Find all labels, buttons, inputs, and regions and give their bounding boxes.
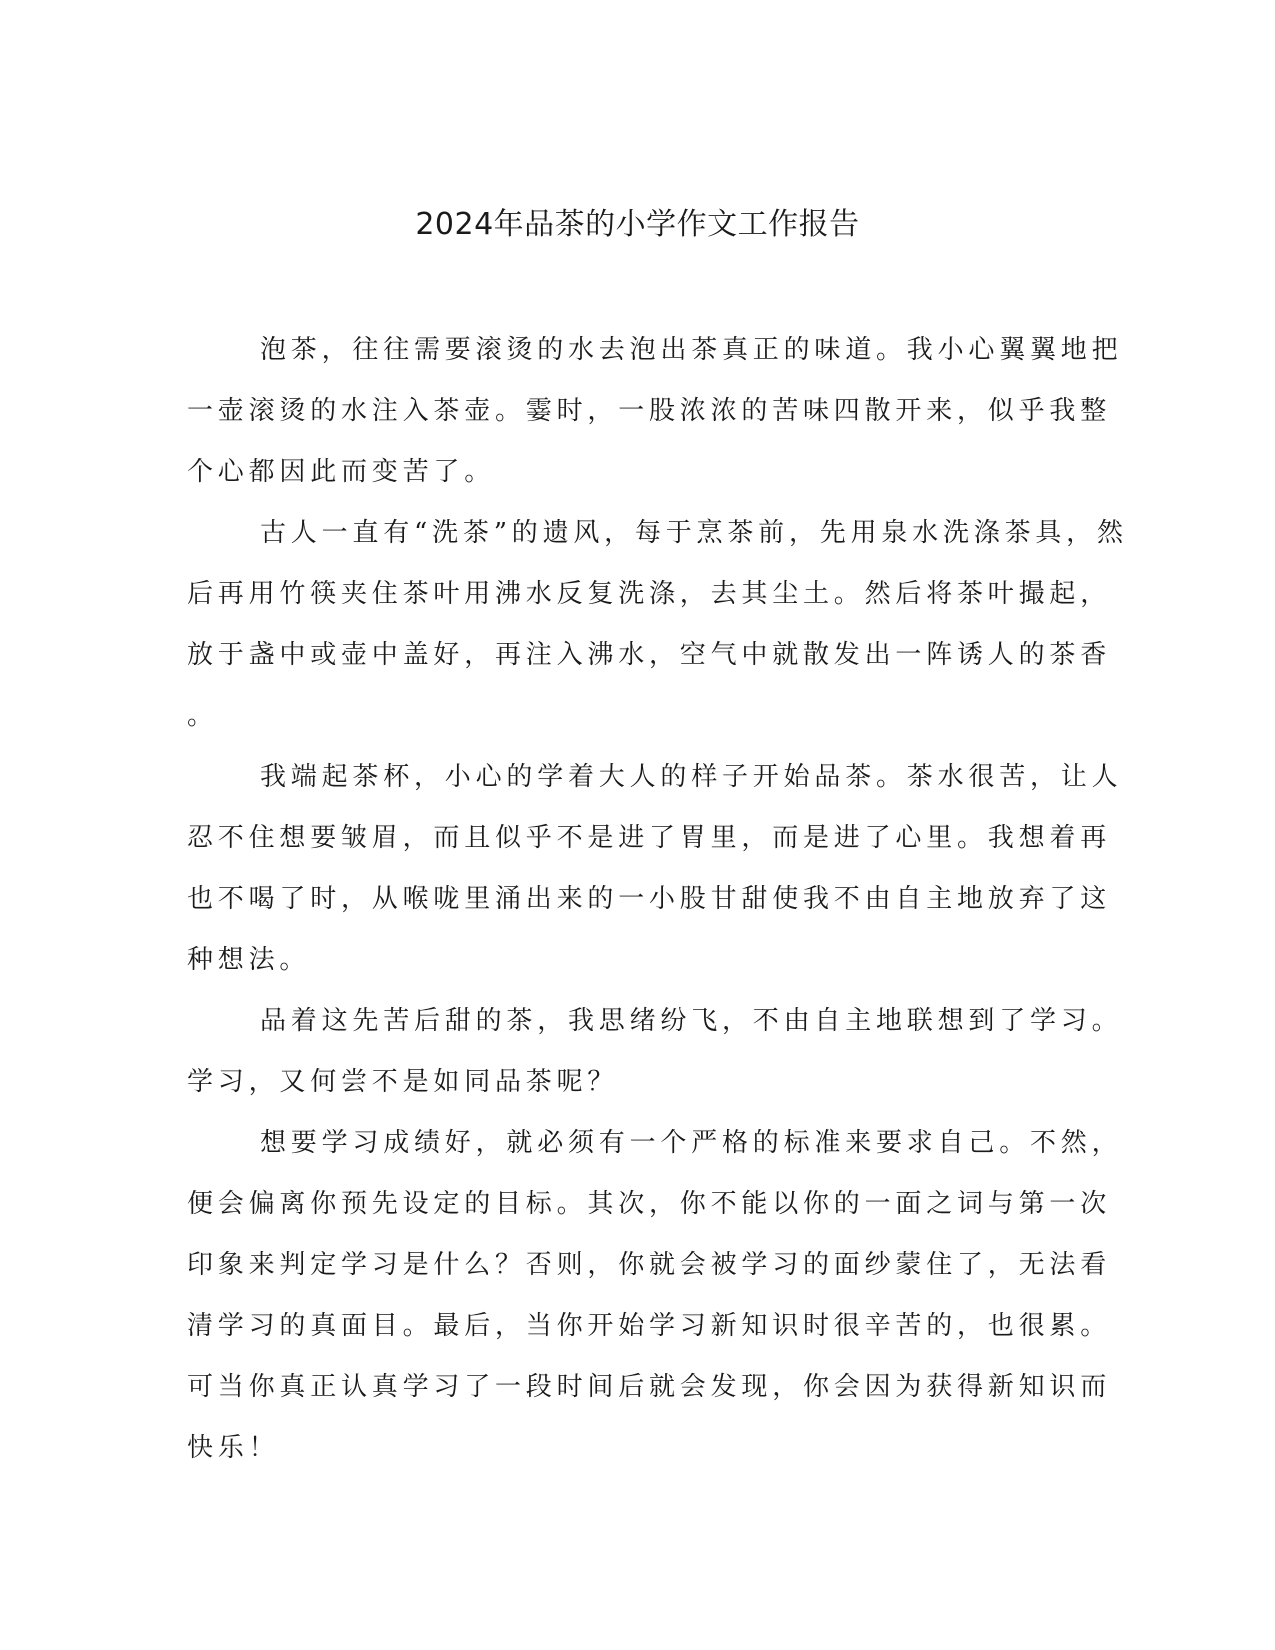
paragraph-3 <box>187 747 1123 991</box>
paragraph-line: 一壶滚烫的水注入茶壶。霎时，一股浓浓的苦味四散开来，似乎我整 <box>187 396 1112 426</box>
paragraph-line: 个心都因此而变苦了。 <box>187 457 496 487</box>
paragraph-1 <box>187 320 1123 503</box>
paragraph-line: 我端起茶杯，小心的学着大人的样子开始品茶。茶水很苦，让人 <box>260 762 1123 792</box>
paragraph-line: 忍不住想要皱眉，而且似乎不是进了胃里，而是进了心里。我想着再 <box>187 823 1112 853</box>
paragraph-line: 后再用竹筷夹住茶叶用沸水反复洗涤，去其尘土。然后将茶叶撮起， <box>187 579 1112 609</box>
paragraph-line: 印象来判定学习是什么？否则，你就会被学习的面纱蒙住了，无法看 <box>187 1250 1112 1280</box>
paragraph-line: 便会偏离你预先设定的目标。其次，你不能以你的一面之词与第一次 <box>187 1189 1112 1219</box>
paragraph-line: 快乐！ <box>187 1433 280 1463</box>
paragraph-line: 学习，又何尝不是如同品茶呢？ <box>187 1067 619 1097</box>
paragraph-4 <box>187 991 1123 1113</box>
paragraph-line: 也不喝了时，从喉咙里涌出来的一小股甘甜使我不由自主地放弃了这 <box>187 884 1112 914</box>
paragraph-line: 。 <box>187 701 218 731</box>
paragraph-line: 泡茶，往往需要滚烫的水去泡出茶真正的味道。我小心翼翼地把 <box>260 335 1123 365</box>
paragraph-line: 可当你真正认真学习了一段时间后就会发现，你会因为获得新知识而 <box>187 1372 1112 1402</box>
paragraph-5 <box>187 1113 1123 1479</box>
paragraph-line: 清学习的真面目。最后，当你开始学习新知识时很辛苦的，也很累。 <box>187 1311 1112 1341</box>
paragraph-line: 想要学习成绩好，就必须有一个严格的标准来要求自己。不然， <box>260 1128 1123 1158</box>
paragraph-2 <box>187 503 1128 747</box>
paragraph-line: 品着这先苦后甜的茶，我思绪纷飞，不由自主地联想到了学习。 <box>260 1006 1123 1036</box>
paragraph-line: 古人一直有“洗茶”的遗风，每于烹茶前，先用泉水洗涤茶具，然 <box>260 518 1128 548</box>
paragraph-line: 种想法。 <box>187 945 311 975</box>
document-body <box>187 320 1128 1479</box>
paragraph-line: 放于盏中或壶中盖好，再注入沸水，空气中就散发出一阵诱人的茶香 <box>187 640 1112 670</box>
document-title: 2024年品茶的小学作文工作报告 <box>415 207 860 242</box>
